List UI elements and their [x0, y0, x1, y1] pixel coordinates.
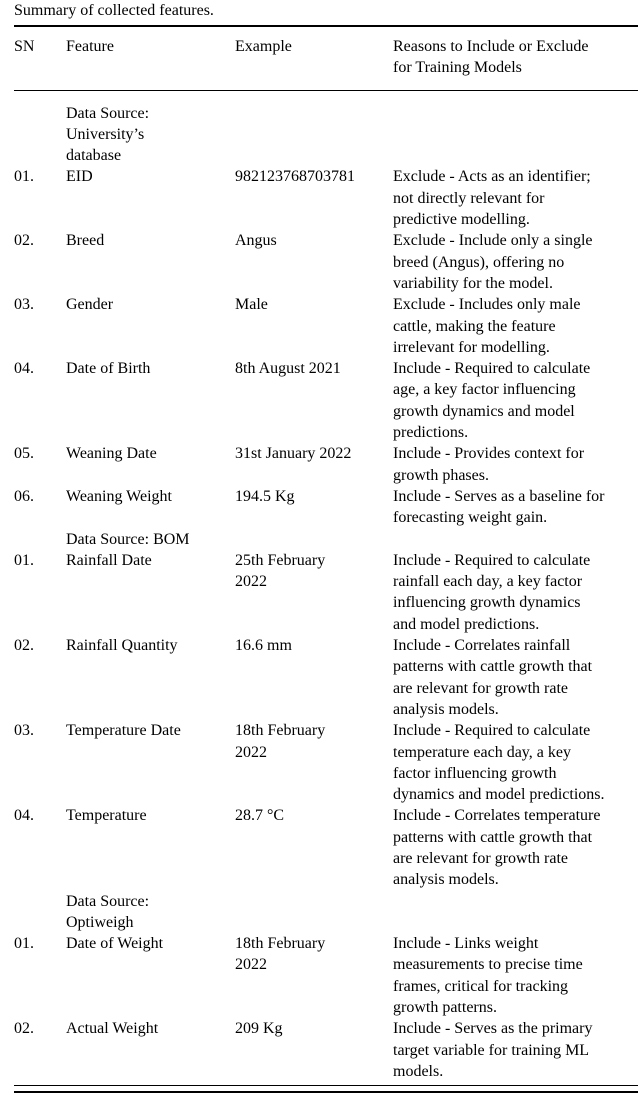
row-sn: 01.: [14, 168, 34, 186]
row-example: 25th February 2022: [235, 551, 326, 591]
row-reason: Exclude - Acts as an identifier; not directly relevant for predictive modelling.: [393, 168, 591, 229]
row-sn: 03.: [14, 722, 34, 740]
row-feature: Date of Birth: [66, 360, 151, 378]
row-feature: Actual Weight: [66, 1020, 159, 1038]
row-feature: Gender: [66, 296, 114, 314]
row-reason: Include - Serves as a baseline for forecasting weight gain.: [393, 487, 605, 527]
table-row: [14, 358, 638, 443]
row-example: 209 Kg: [235, 1020, 283, 1038]
data-source-label: Data Source: University’s database: [66, 104, 150, 165]
row-example: 28.7 °C: [235, 807, 285, 825]
row-feature: Weaning Weight: [66, 487, 172, 505]
data-source-label: Data Source: Optiweigh: [66, 892, 150, 931]
section-example-spacer: [235, 891, 393, 934]
col-header-reasons: Reasons to Include or Exclude for Training Models: [393, 38, 589, 77]
row-reason: Include - Links weight measurements to precise time frames, critical for tracking growth patterns.: [393, 935, 583, 1017]
col-header-feature: Feature: [66, 38, 114, 55]
table-header-row: [14, 27, 638, 91]
section-example-spacer: [235, 529, 393, 550]
section-reason-spacer: [393, 529, 638, 550]
section-sn-spacer: [14, 891, 66, 934]
table-row: [14, 443, 638, 486]
col-header-example: Example: [235, 38, 292, 55]
row-feature: Breed: [66, 232, 105, 250]
table-bottom-rule: [14, 1091, 638, 1093]
table-row: [14, 166, 638, 230]
row-reason: Include - Required to calculate temperature each day, a key factor influencing growth dynamics and model predictions.: [393, 722, 605, 804]
row-sn: 02.: [14, 1020, 34, 1038]
row-reason: Include - Serves as the primary target variable for training ML models.: [393, 1020, 593, 1080]
row-sn: 01.: [14, 935, 34, 953]
table-body: [14, 91, 638, 1087]
table-row: [14, 933, 638, 1018]
row-feature: Rainfall Date: [66, 551, 152, 569]
row-example: 16.6 mm: [235, 637, 292, 655]
section-header-row: [14, 891, 638, 934]
row-sn: 03.: [14, 296, 34, 314]
row-example: 8th August 2021: [235, 360, 341, 378]
row-sn: 04.: [14, 807, 34, 825]
row-feature: Weaning Date: [66, 445, 157, 463]
section-reason-spacer: [393, 103, 638, 167]
table-row: [14, 805, 638, 890]
row-reason: Include - Correlates rainfall patterns with cattle growth that are relevant for growth rate analysis models.: [393, 637, 593, 718]
table-row: [14, 486, 638, 529]
row-reason: Include - Required to calculate age, a key factor influencing growth dynamics and model predictions.: [393, 360, 591, 442]
row-reason: Exclude - Includes only male cattle, making the feature irrelevant for modelling.: [393, 296, 581, 356]
table-row: [14, 720, 638, 805]
row-example: 18th February 2022: [235, 935, 326, 974]
row-reason: Include - Required to calculate rainfall each day, a key factor influencing growth dynamics and model predictions.: [393, 551, 591, 633]
row-reason: Exclude - Include only a single breed (Angus), offering no variability for the model.: [393, 232, 593, 292]
section-reason-spacer: [393, 891, 638, 934]
table-row: [14, 1018, 638, 1082]
row-example: 31st January 2022: [235, 445, 352, 463]
row-reason: Include - Correlates temperature patterns with cattle growth that are relevant for growth rate analysis models.: [393, 807, 601, 889]
table-row: [14, 635, 638, 720]
col-header-sn: SN: [14, 38, 35, 55]
row-example: Male: [235, 296, 268, 314]
row-feature: EID: [66, 168, 93, 186]
section-example-spacer: [235, 103, 393, 167]
data-source-label: Data Source: BOM: [66, 530, 190, 548]
section-sn-spacer: [14, 103, 66, 167]
row-feature: Date of Weight: [66, 935, 164, 953]
row-feature: Rainfall Quantity: [66, 637, 178, 655]
section-header-row: [14, 529, 638, 550]
section-header-row: [14, 103, 638, 167]
row-sn: 05.: [14, 445, 34, 463]
row-example: Angus: [235, 232, 277, 250]
table-row: [14, 294, 638, 358]
row-feature: Temperature Date: [66, 722, 181, 740]
row-sn: 01.: [14, 551, 34, 569]
table-caption: Summary of collected features.: [14, 2, 214, 19]
row-sn: 04.: [14, 360, 34, 378]
row-sn: 02.: [14, 232, 34, 250]
row-example: 194.5 Kg: [235, 487, 295, 505]
row-sn: 02.: [14, 637, 34, 655]
features-table: [14, 25, 638, 1086]
row-sn: 06.: [14, 487, 34, 505]
row-example: 982123768703781: [235, 168, 355, 186]
section-sn-spacer: [14, 529, 66, 550]
table-row: [14, 550, 638, 635]
table-row: [14, 230, 638, 294]
row-feature: Temperature: [66, 807, 147, 825]
row-reason: Include - Provides context for growth phases.: [393, 445, 585, 484]
row-example: 18th February 2022: [235, 722, 326, 761]
